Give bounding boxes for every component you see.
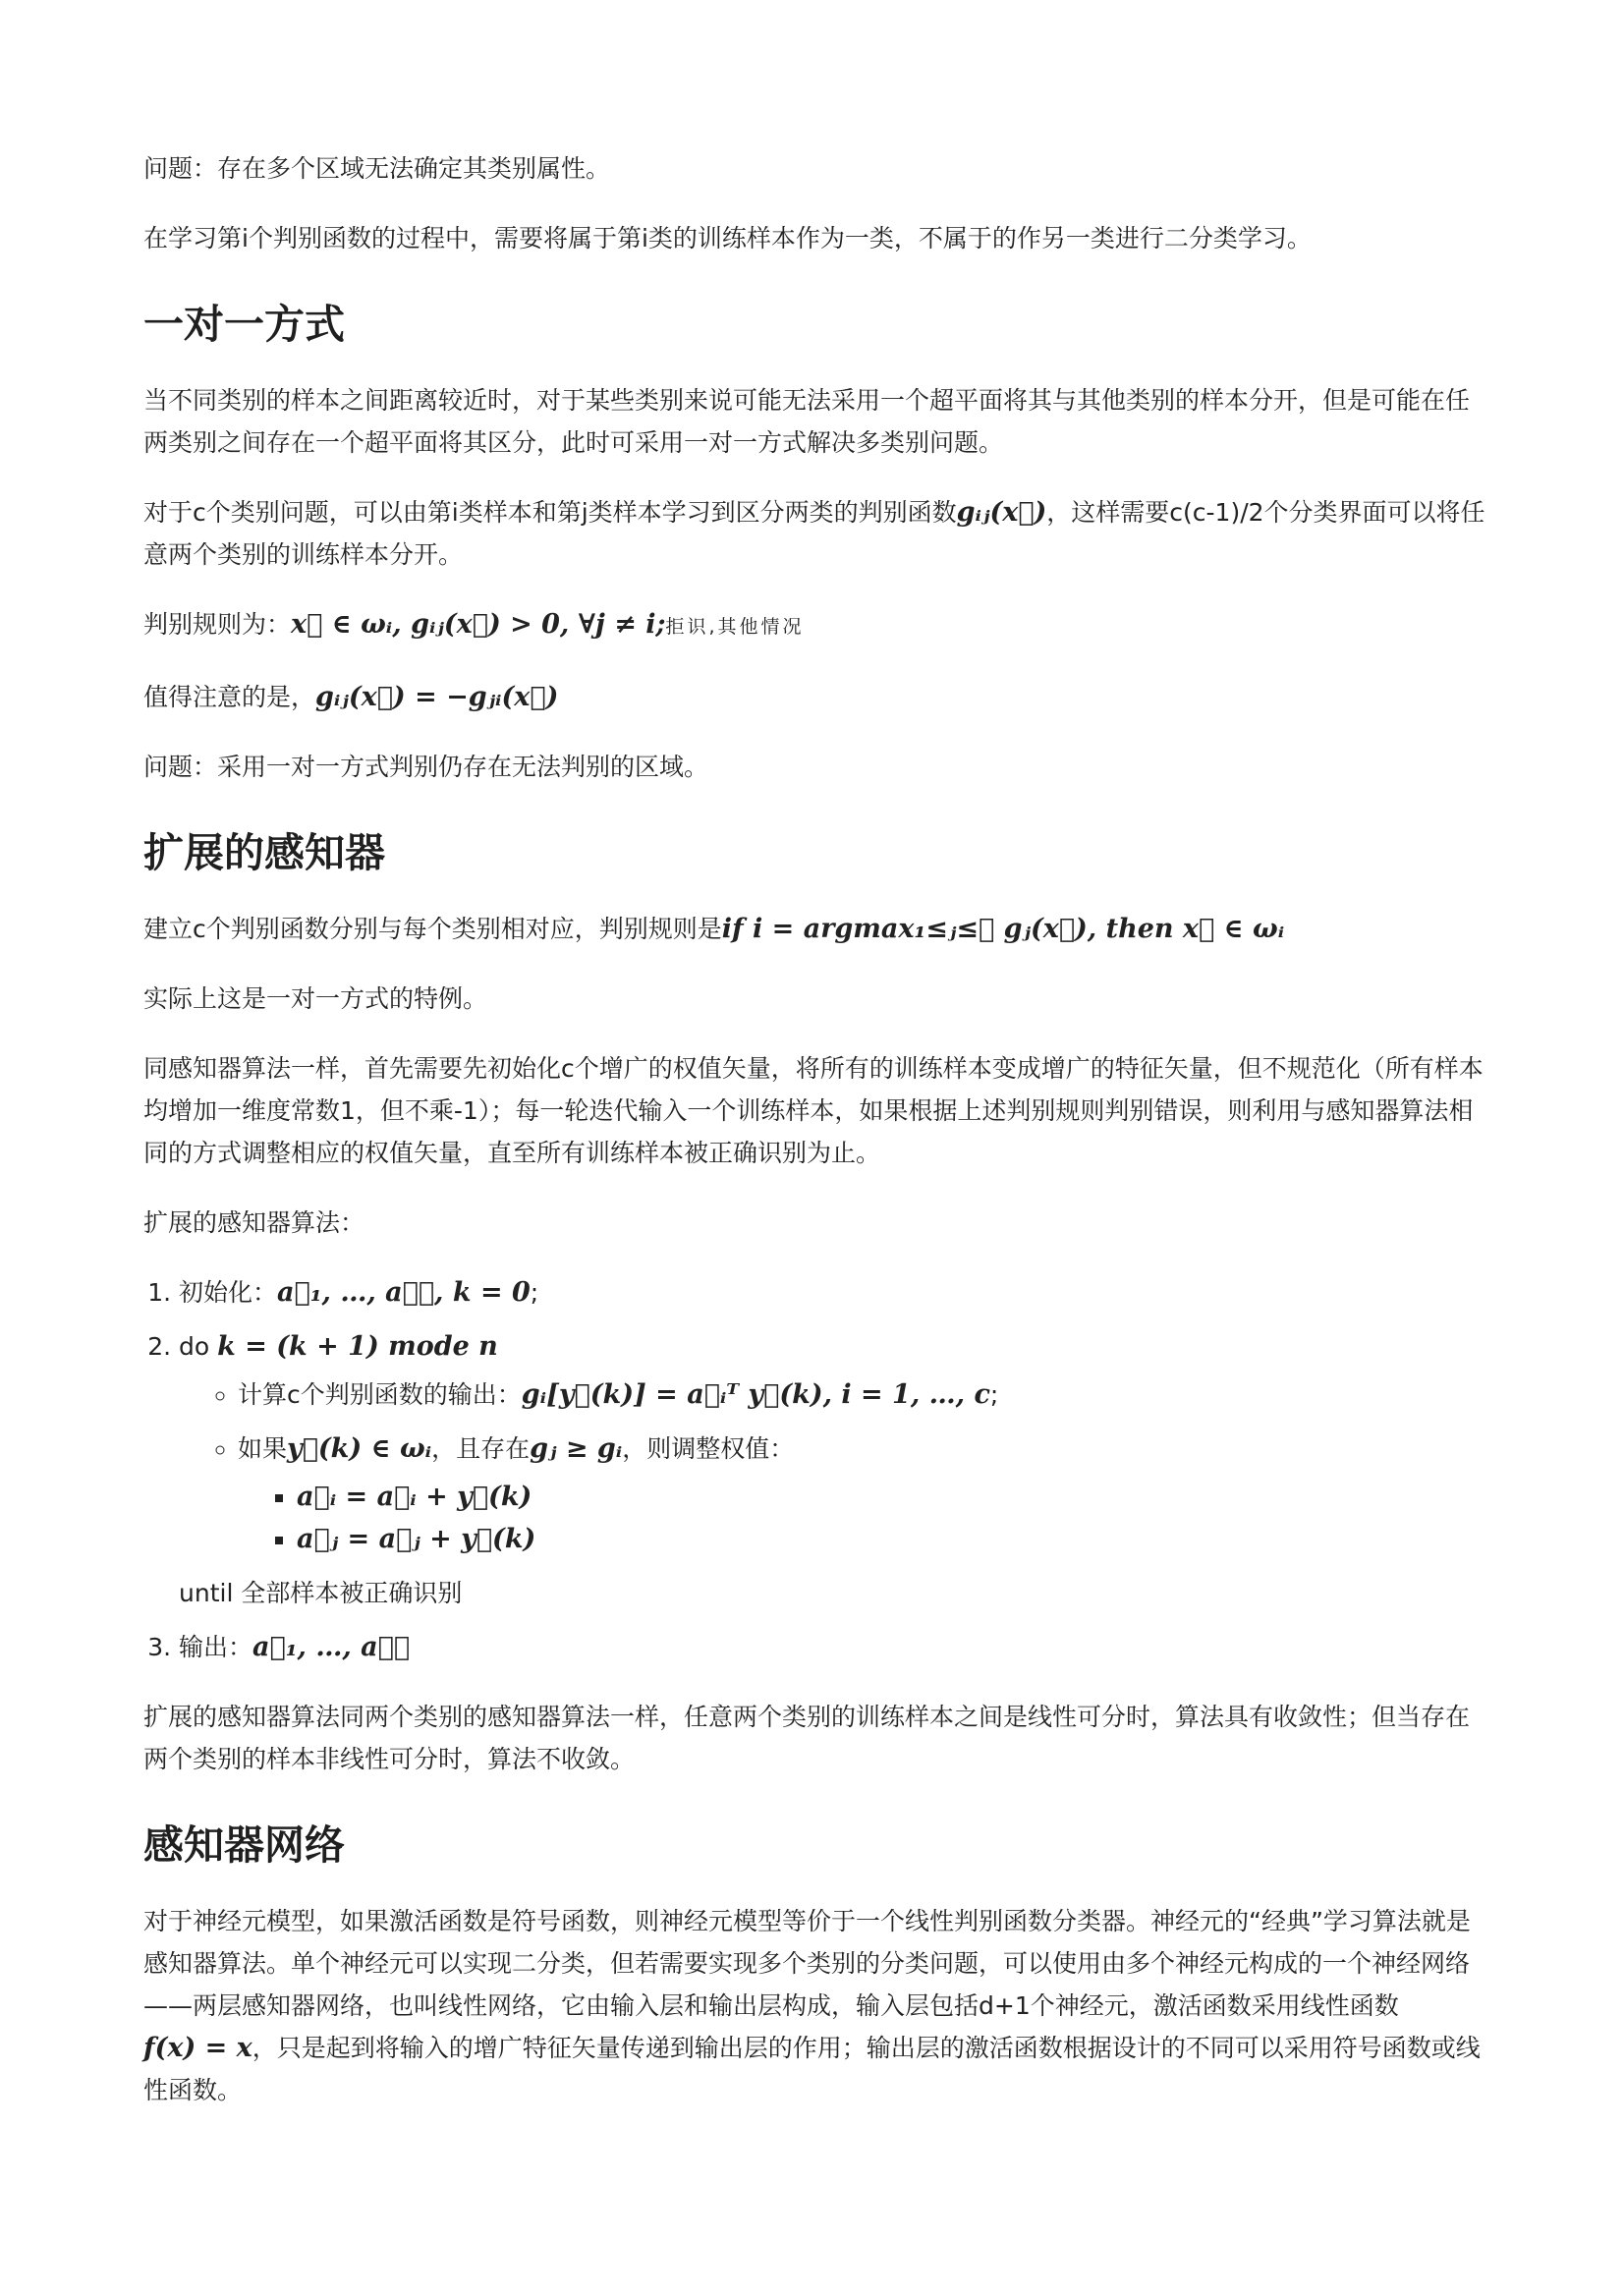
intro-problem-text: 问题：存在多个区域无法确定其类别属性。 xyxy=(143,154,611,183)
text-fragment: ，且存在 xyxy=(431,1434,531,1463)
math-gi: gᵢ[y⃗(k)] = a⃗ᵢᵀ y⃗(k), i = 1, …, c xyxy=(521,1379,990,1410)
math-gj-ge-gi: gⱼ ≥ gᵢ xyxy=(530,1433,623,1464)
text-fragment: 判别规则为： xyxy=(143,610,292,639)
text-fragment: 建立c个判别函数分别与每个类别相对应，判别规则是 xyxy=(143,915,722,943)
extended-special-case: 实际上这是一对一方式的特例。 xyxy=(143,984,488,1013)
until-clause: until 全部样本被正确识别 xyxy=(179,1579,463,1607)
math-output: a⃗₁, …, a⃗꜀ xyxy=(252,1632,411,1662)
step-initialize xyxy=(179,1271,1491,1314)
network-description xyxy=(143,1900,1491,2111)
heading-perceptron-network: 感知器网络 xyxy=(143,1821,345,1869)
text-fragment: 对于神经元模型，如果激活函数是符号函数，则神经元模型等价于一个线性判别函数分类器。神经元的“经典”学习算法就是感知器算法。单个神经元可以实现二分类，但若需要实现多个类别的分类问题，可以使用由多个神经元构成的一个神经网络——两层感知器网络，也叫线性网络，它由输入层和输出层构成，输入层包括d+1个神经元，激活函数采用线性函数 xyxy=(143,1907,1471,2020)
text-fragment: 初始化： xyxy=(179,1278,278,1307)
one-vs-one-note xyxy=(143,676,1491,718)
text-fragment: ，则调整权值： xyxy=(622,1434,795,1463)
math-symmetry: gᵢⱼ(x⃗) = −gⱼᵢ(x⃗) xyxy=(315,682,559,712)
loop-substeps xyxy=(179,1373,1491,1560)
math-init: a⃗₁, …, a⃗꜀, k = 0 xyxy=(277,1277,531,1308)
reject-text: 拒识,其他情况 xyxy=(665,616,805,638)
math-k-update: k = (k + 1) mode n xyxy=(217,1331,498,1362)
extended-rule xyxy=(143,908,1491,950)
intro-training-text: 在学习第i个判别函数的过程中，需要将属于第i类的训练样本作为一类，不属于的作另一类进行二分类学习。 xyxy=(143,224,1312,252)
math-rule: x⃗ ∈ ωᵢ, gᵢⱼ(x⃗) > 0, ∀j ≠ i; xyxy=(291,609,666,640)
text-fragment: 输出： xyxy=(179,1633,253,1661)
math-fx: f(x) = x xyxy=(143,2033,252,2063)
text-fragment: ; xyxy=(989,1380,999,1409)
text-fragment: ; xyxy=(530,1278,539,1307)
one-vs-one-discriminant xyxy=(143,491,1491,576)
text-fragment: ，只是起到将输入的增广特征矢量传递到输出层的作用；输出层的激活函数根据设计的不同可以采用符号函数或线性函数。 xyxy=(143,2034,1481,2104)
math-y-in-omega: y⃗(k) ∈ ωᵢ xyxy=(287,1433,432,1464)
text-fragment: ，这样需要c(c-1)/2个分类界面可以将任意两个类别的训练样本分开。 xyxy=(143,498,1485,569)
one-vs-one-problem: 问题：采用一对一方式判别仍存在无法判别的区域。 xyxy=(143,753,709,781)
step-output xyxy=(179,1626,1491,1668)
update-aj xyxy=(297,1518,1491,1560)
math-gij: gᵢⱼ(x⃗) xyxy=(956,497,1047,528)
text-fragment: 如果 xyxy=(238,1434,288,1463)
heading-one-vs-one: 一对一方式 xyxy=(143,301,345,348)
text-fragment: 对于c个类别问题，可以由第i类样本和第j类样本学习到区分两类的判别函数 xyxy=(143,498,957,527)
extended-description: 同感知器算法一样，首先需要先初始化c个增广的权值矢量，将所有的训练样本变成增广的特征矢量，但不规范化（所有样本均增加一维度常数1，但不乘-1）；每一轮迭代输入一个训练样本，如果根据上述判别规则判别错误，则利用与感知器算法相同的方式调整相应的权值矢量，直至所有训练样本被正确识别为止。 xyxy=(143,1054,1484,1167)
step-do-loop xyxy=(179,1325,1491,1614)
text-fragment: 值得注意的是， xyxy=(143,683,316,711)
update-ai xyxy=(297,1476,1491,1518)
math-ai-update: a⃗ᵢ = a⃗ᵢ + y⃗(k) xyxy=(297,1482,532,1512)
algorithm-title: 扩展的感知器算法： xyxy=(143,1208,365,1237)
text-fragment: do xyxy=(179,1332,218,1361)
math-argmax: if i = argmax₁≤ⱼ≤꜀ gⱼ(x⃗), then x⃗ ∈ ωᵢ xyxy=(721,914,1285,944)
substep-compute xyxy=(238,1373,1491,1416)
heading-extended-perceptron: 扩展的感知器 xyxy=(143,829,385,876)
one-vs-one-intro: 当不同类别的样本之间距离较近时，对于某些类别来说可能无法采用一个超平面将其与其他类别的样本分开，但是可能在任两类别之间存在一个超平面将其区分，此时可采用一对一方式解决多类别问题。 xyxy=(143,386,1471,457)
math-aj-update: a⃗ⱼ = a⃗ⱼ + y⃗(k) xyxy=(297,1524,536,1554)
update-rules xyxy=(238,1476,1491,1560)
substep-adjust xyxy=(238,1428,1491,1560)
one-vs-one-rule xyxy=(143,603,1491,648)
convergence-text: 扩展的感知器算法同两个类别的感知器算法一样，任意两个类别的训练样本之间是线性可分时，算法具有收敛性；但当存在两个类别的样本非线性可分时，算法不收敛。 xyxy=(143,1703,1471,1773)
algorithm-steps xyxy=(143,1271,1491,1668)
document-page xyxy=(143,147,1491,2139)
text-fragment: 计算c个判别函数的输出： xyxy=(238,1380,522,1409)
